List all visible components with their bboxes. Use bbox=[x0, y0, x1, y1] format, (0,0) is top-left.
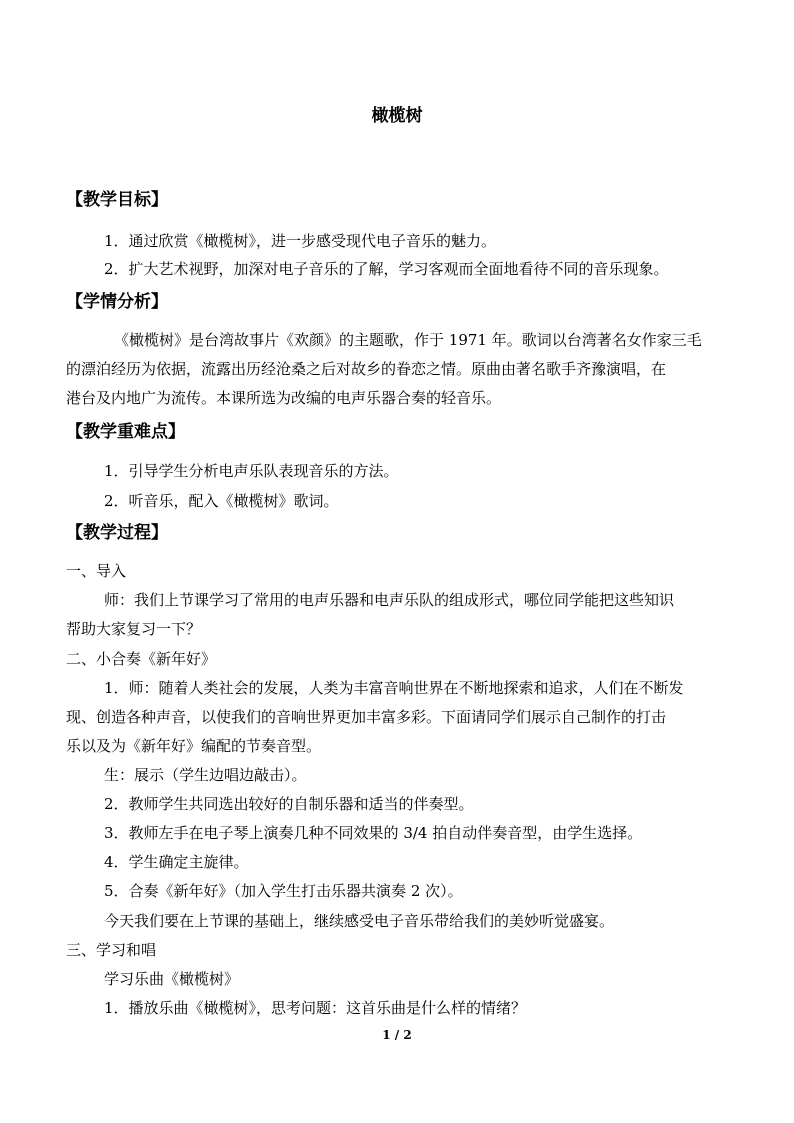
analysis-line: 港台及内地广为流传。本课所选为改编的电声乐器合奏的轻音乐。 bbox=[66, 389, 502, 407]
goal-item: 2．扩大艺术视野，加深对电子音乐的了解，学习客观而全面地看待不同的音乐现象。 bbox=[104, 260, 669, 278]
page-number: 1 / 2 bbox=[382, 1028, 412, 1042]
process-line: 1．师：随着人类社会的发展，人类为丰富音响世界在不断地探索和追求，人们在不断发 bbox=[104, 679, 684, 697]
process-line: 二、小合奏《新年好》 bbox=[66, 650, 217, 668]
section-heading-keypoints: 【教学重难点】 bbox=[66, 422, 185, 442]
process-line: 一、导入 bbox=[66, 562, 127, 580]
process-line: 2．教师学生共同选出较好的自制乐器和适当的伴奏型。 bbox=[104, 795, 474, 813]
process-line: 今天我们要在上节课的基础上，继续感受电子音乐带给我们的美妙听觉盛宴。 bbox=[104, 912, 615, 930]
page-title: 橄榄树 bbox=[371, 106, 423, 126]
process-line: 3．教师左手在电子琴上演奏几种不同效果的 3/4 拍自动伴奏音型，由学生选择。 bbox=[104, 824, 643, 842]
analysis-line: 《橄榄树》是台湾故事片《欢颜》的主题歌，作于 1971 年。歌词以台湾著名女作家三毛 bbox=[114, 331, 702, 349]
process-line: 现、创造各种声音，以使我们的音响世界更加丰富多彩。下面请同学们展示自己制作的打击 bbox=[66, 708, 667, 726]
process-line: 乐以及为《新年好》编配的节奏音型。 bbox=[66, 737, 322, 755]
section-heading-analysis: 【学情分析】 bbox=[66, 292, 168, 312]
process-line: 三、学习和唱 bbox=[66, 941, 157, 959]
process-line: 学习乐曲《橄榄树》 bbox=[104, 970, 240, 988]
process-line: 师：我们上节课学习了常用的电声乐器和电声乐队的组成形式，哪位同学能把这些知识 bbox=[104, 591, 675, 609]
keypoint-item: 1．引导学生分析电声乐队表现音乐的方法。 bbox=[104, 462, 399, 480]
process-line: 生：展示（学生边唱边敲击）。 bbox=[104, 766, 307, 784]
process-line: 帮助大家复习一下？ bbox=[66, 620, 202, 638]
process-line: 4．学生确定主旋律。 bbox=[104, 853, 249, 871]
section-heading-process: 【教学过程】 bbox=[66, 523, 168, 543]
goal-item: 1．通过欣赏《橄榄树》，进一步感受现代电子音乐的魅力。 bbox=[104, 232, 497, 250]
analysis-line: 的漂泊经历为依据，流露出历经沧桑之后对故乡的眷恋之情。原曲由著名歌手齐豫演唱，在 bbox=[66, 360, 667, 378]
section-heading-goals: 【教学目标】 bbox=[66, 190, 168, 210]
keypoint-item: 2．听音乐，配入《橄榄树》歌词。 bbox=[104, 492, 339, 510]
process-line: 5．合奏《新年好》（加入学生打击乐器共演奏 2 次）。 bbox=[104, 882, 463, 900]
process-line: 1．播放乐曲《橄榄树》，思考问题：这首乐曲是什么样的情绪？ bbox=[104, 999, 527, 1017]
